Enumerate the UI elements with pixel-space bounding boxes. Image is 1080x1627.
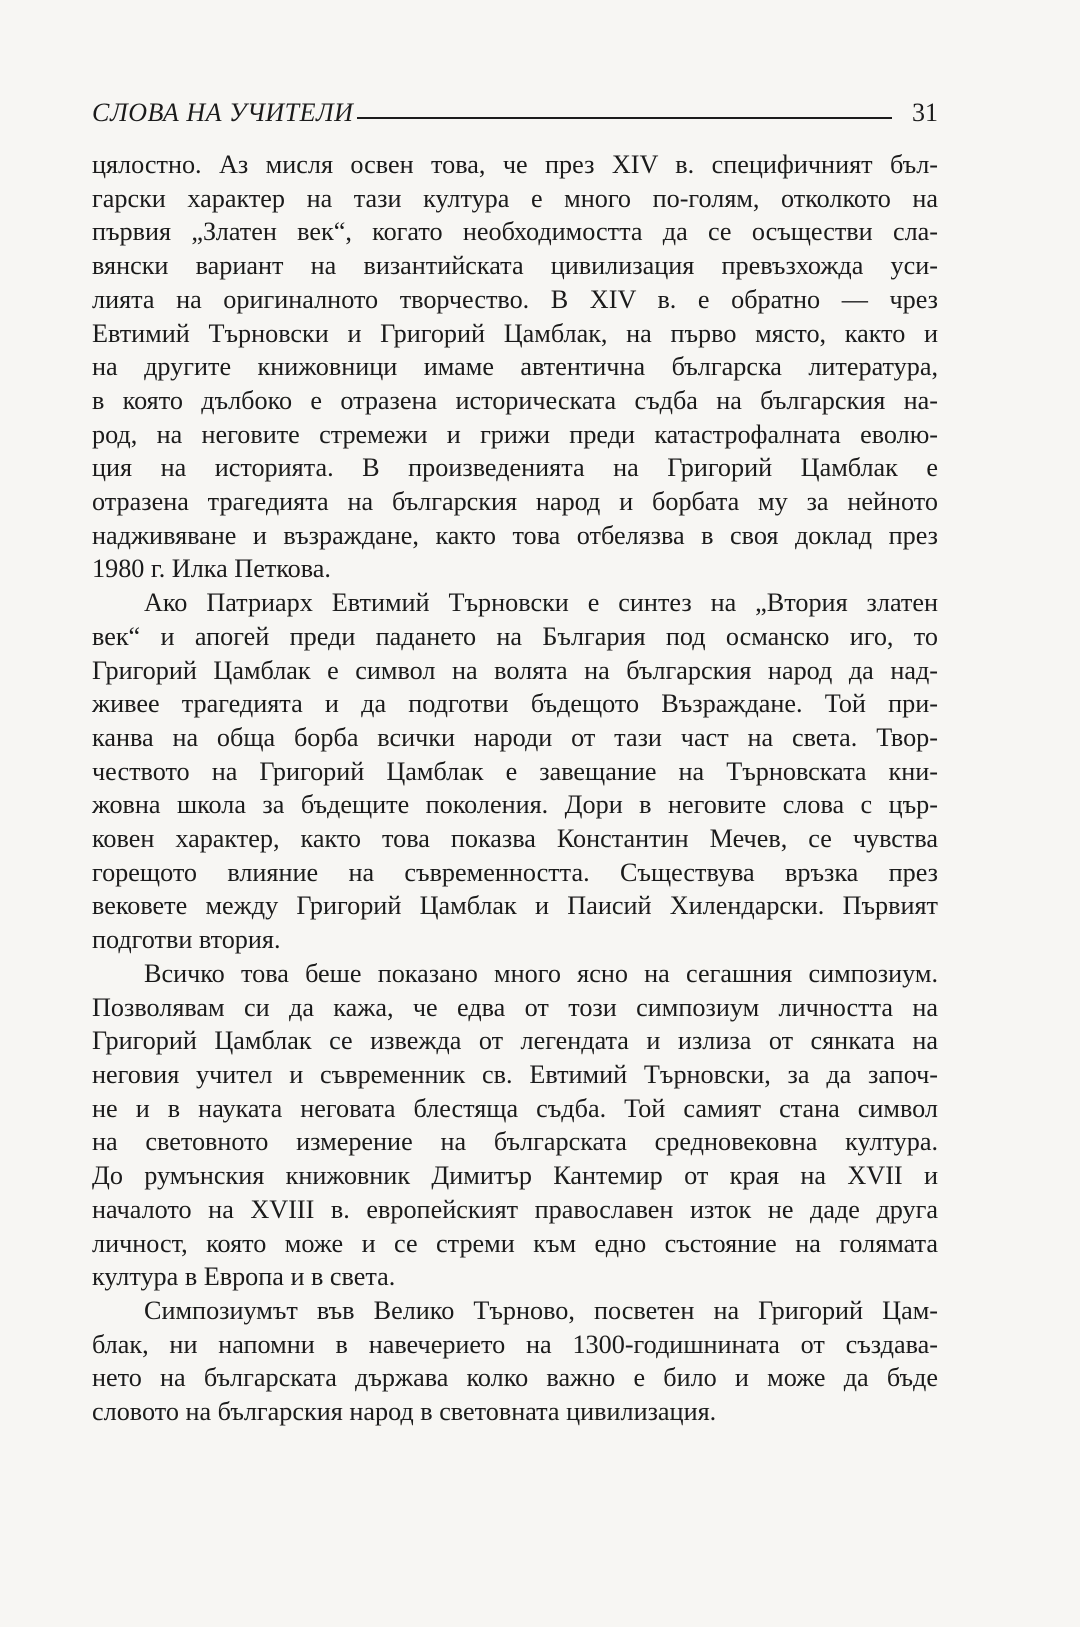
text-line: чеството на Григорий Цамблак е завещание на Търновската кни- bbox=[92, 756, 938, 786]
text-line: ковен характер, както това показва Константин Мечев, се чувства bbox=[92, 824, 938, 854]
text-line: подготви втория. bbox=[92, 925, 281, 955]
text-line: първия „Златен век“, когато необходимостта да се осъществи сла- bbox=[92, 217, 938, 247]
text-line: род, на неговите стремежи и грижи преди катастрофалната еволю- bbox=[92, 419, 938, 449]
text-line: Симпозиумът във Велико Търново, посветен на Григорий Цам- bbox=[144, 1295, 938, 1325]
text-line: в която дълбоко е отразена историческата съдба на българския на- bbox=[92, 385, 938, 415]
section-title: СЛОВА НА УЧИТЕЛИ bbox=[92, 98, 354, 127]
text-line: канва на обща борба всички народи от тази част на света. Твор- bbox=[92, 722, 938, 752]
book-page bbox=[92, 98, 938, 1429]
text-line: гарски характер на тази култура е много по-голям, отколкото на bbox=[92, 183, 938, 213]
text-line: отразена трагедията на българския народ и борбата му за нейното bbox=[92, 487, 938, 517]
text-line: цялостно. Аз мисля освен това, че през XIV в. специфичният бъл- bbox=[92, 150, 938, 179]
running-header bbox=[92, 98, 938, 138]
text-line: Ако Патриарх Евтимий Търновски е синтез на „Втория златен bbox=[144, 588, 938, 618]
text-line: Григорий Цамблак се извежда от легендата и излиза от сянката на bbox=[92, 1026, 938, 1056]
text-line: началото на XVIII в. европейският православен изток не даде друга bbox=[92, 1194, 938, 1224]
text-line: век“ и апогей преди падането на България под османско иго, то bbox=[92, 621, 938, 651]
text-line: Всичко това беше показано много ясно на сегашния симпозиум. bbox=[144, 958, 938, 988]
text-line: не и в науката неговата блестяща съдба. Той самият стана символ bbox=[92, 1093, 938, 1123]
header-rule bbox=[357, 117, 892, 119]
text-line: Позволявам си да кажа, че едва от този симпозиум личността на bbox=[92, 992, 938, 1022]
text-line: на световното измерение на българската средновековна култура. bbox=[92, 1127, 938, 1157]
text-line: горещото влияние на съвременността. Съществува връзка през bbox=[92, 857, 938, 887]
text-line: Григорий Цамблак е символ на волята на българския народ да над- bbox=[92, 655, 938, 685]
page-number: 31 bbox=[912, 98, 938, 127]
text-line: блак, ни напомни в навечерието на 1300-годишнината от създава- bbox=[92, 1329, 938, 1359]
text-line: жовна школа за бъдещите поколения. Дори в неговите слова с цър- bbox=[92, 790, 938, 820]
text-line: нето на българската държава колко важно е било и може да бъде bbox=[92, 1363, 938, 1393]
text-line: култура в Европа и в света. bbox=[92, 1262, 396, 1292]
text-line: Евтимий Търновски и Григорий Цамблак, на първо място, както и bbox=[92, 318, 938, 348]
text-line: неговия учител и съвременник св. Евтимий Търновски, за да започ- bbox=[92, 1059, 938, 1089]
text-line: 1980 г. Илка Петкова. bbox=[92, 554, 331, 584]
body-text bbox=[92, 148, 938, 1429]
text-line: живее трагедията и да подготви бъдещото Възраждане. Той при- bbox=[92, 689, 938, 719]
text-line: личност, която може и се стреми към едно състояние на голямата bbox=[92, 1228, 938, 1258]
text-line: вянски вариант на византийската цивилизация превъзхожда уси- bbox=[92, 251, 938, 281]
text-line: надживяване и възраждане, както това отбелязва в своя доклад през bbox=[92, 520, 938, 550]
text-line: До румънския книжовник Димитър Кантемир от края на XVII и bbox=[92, 1161, 938, 1191]
text-line: вековете между Григорий Цамблак и Паисий Хилендарски. Първият bbox=[92, 891, 938, 921]
text-line: лията на оригиналното творчество. В XIV в. е обратно — чрез bbox=[92, 284, 938, 314]
text-line: словото на българския народ в световната цивилизация. bbox=[92, 1397, 717, 1427]
text-line: на другите книжовници имаме автентична българска литература, bbox=[92, 352, 938, 382]
text-line: ция на историята. В произведенията на Григорий Цамблак е bbox=[92, 453, 938, 483]
